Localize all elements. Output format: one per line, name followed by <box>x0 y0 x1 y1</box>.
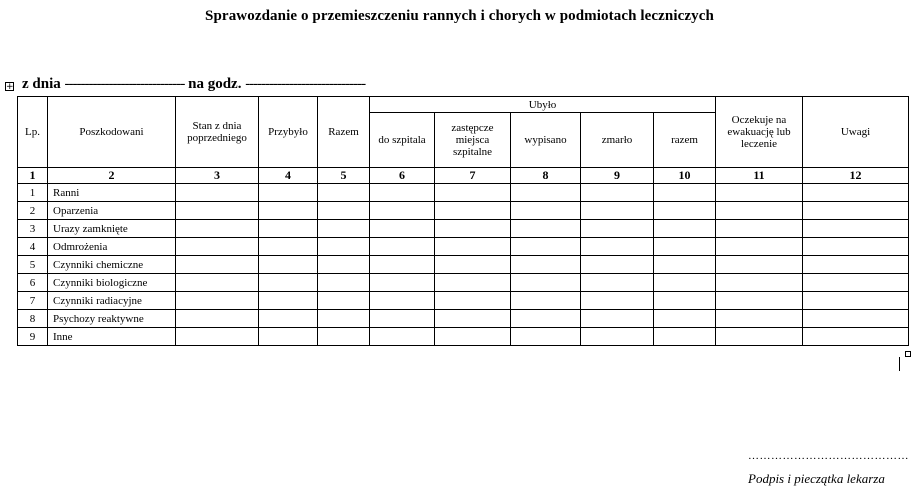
date-label: z dnia <box>22 76 61 92</box>
table-cell[interactable] <box>511 220 581 238</box>
table-cell[interactable] <box>511 292 581 310</box>
text-cursor <box>899 357 900 371</box>
table-cell[interactable] <box>435 184 511 202</box>
table-move-handle-icon[interactable]: + <box>6 82 14 92</box>
table-cell[interactable] <box>716 202 803 220</box>
column-number: 11 <box>716 168 803 184</box>
row-category: Czynniki biologiczne <box>48 274 176 292</box>
table-cell[interactable] <box>318 292 370 310</box>
table-cell[interactable] <box>581 184 654 202</box>
header-zmarlo: zmarło <box>581 113 654 168</box>
header-stan: Stan z dnia poprzedniego <box>176 97 259 168</box>
table-cell[interactable] <box>435 256 511 274</box>
header-razem-ubylo: razem <box>654 113 716 168</box>
table-cell[interactable] <box>176 310 259 328</box>
table-row <box>18 238 909 256</box>
row-number: 9 <box>18 328 48 346</box>
table-cell[interactable] <box>803 274 909 292</box>
table-cell[interactable] <box>318 328 370 346</box>
column-number: 7 <box>435 168 511 184</box>
table-cell[interactable] <box>716 274 803 292</box>
table-row <box>18 328 909 346</box>
table-row <box>18 202 909 220</box>
date-field[interactable]: ------------------------------ <box>64 76 185 92</box>
table-cell[interactable] <box>318 220 370 238</box>
table-cell[interactable] <box>581 328 654 346</box>
table-cell[interactable] <box>435 310 511 328</box>
table-row <box>18 292 909 310</box>
row-category: Czynniki chemiczne <box>48 256 176 274</box>
row-category: Urazy zamknięte <box>48 220 176 238</box>
document-title: Sprawozdanie o przemieszczeniu rannych i chorych w podmiotach leczniczych <box>205 8 714 24</box>
column-number-row <box>18 168 909 184</box>
row-category: Ranni <box>48 184 176 202</box>
table-cell[interactable] <box>259 274 318 292</box>
header-uwagi: Uwagi <box>803 97 909 168</box>
column-number: 12 <box>803 168 909 184</box>
table-cell[interactable] <box>176 202 259 220</box>
header-poszkodowani: Poszkodowani <box>48 97 176 168</box>
table-cell[interactable] <box>176 328 259 346</box>
table-cell[interactable] <box>803 184 909 202</box>
table-cell[interactable] <box>654 202 716 220</box>
table-cell[interactable] <box>370 328 435 346</box>
table-cell[interactable] <box>318 310 370 328</box>
table-cell[interactable] <box>370 220 435 238</box>
table-cell[interactable] <box>435 238 511 256</box>
table-cell[interactable] <box>716 238 803 256</box>
table-cell[interactable] <box>716 220 803 238</box>
table-cell[interactable] <box>176 292 259 310</box>
table-cell[interactable] <box>259 292 318 310</box>
table-cell[interactable] <box>581 256 654 274</box>
table-cell[interactable] <box>716 328 803 346</box>
table-row <box>18 184 909 202</box>
table-cell[interactable] <box>370 256 435 274</box>
row-category: Psychozy reaktywne <box>48 310 176 328</box>
table-cell[interactable] <box>435 202 511 220</box>
table-cell[interactable] <box>803 220 909 238</box>
header-do-szpitala: do szpitala <box>370 113 435 168</box>
table-cell[interactable] <box>370 274 435 292</box>
table-row <box>18 256 909 274</box>
table-cell[interactable] <box>581 220 654 238</box>
table-cell[interactable] <box>176 256 259 274</box>
table-cell[interactable] <box>654 256 716 274</box>
table-row <box>18 220 909 238</box>
table-cell[interactable] <box>435 274 511 292</box>
table-cell[interactable] <box>176 238 259 256</box>
time-field[interactable]: ------------------------------ <box>245 76 366 92</box>
table-cell[interactable] <box>716 310 803 328</box>
column-number: 3 <box>176 168 259 184</box>
column-number: 5 <box>318 168 370 184</box>
table-cell[interactable] <box>581 274 654 292</box>
table-cell[interactable] <box>259 256 318 274</box>
table-cell[interactable] <box>581 310 654 328</box>
table-row <box>18 310 909 328</box>
table-cell[interactable] <box>318 184 370 202</box>
table-cell[interactable] <box>716 184 803 202</box>
table-body <box>18 168 909 346</box>
table-cell[interactable] <box>511 184 581 202</box>
table-cell[interactable] <box>511 310 581 328</box>
row-category: Inne <box>48 328 176 346</box>
table-cell[interactable] <box>511 256 581 274</box>
table-cell[interactable] <box>803 310 909 328</box>
table-cell[interactable] <box>511 274 581 292</box>
signature-label: Podpis i pieczątka lekarza <box>748 471 885 486</box>
table-cell[interactable] <box>511 328 581 346</box>
row-number: 7 <box>18 292 48 310</box>
table-cell[interactable] <box>435 292 511 310</box>
table-cell[interactable] <box>370 184 435 202</box>
column-number: 4 <box>259 168 318 184</box>
table-resize-handle[interactable] <box>905 351 911 357</box>
table-cell[interactable] <box>318 238 370 256</box>
date-line <box>22 76 365 93</box>
column-number: 8 <box>511 168 581 184</box>
table-cell[interactable] <box>654 310 716 328</box>
row-number: 8 <box>18 310 48 328</box>
table-cell[interactable] <box>803 202 909 220</box>
table-cell[interactable] <box>716 292 803 310</box>
table-cell[interactable] <box>435 328 511 346</box>
row-number: 3 <box>18 220 48 238</box>
row-number: 2 <box>18 202 48 220</box>
header-lp: Lp. <box>18 97 48 168</box>
table-cell[interactable] <box>176 220 259 238</box>
column-number: 6 <box>370 168 435 184</box>
row-number: 5 <box>18 256 48 274</box>
header-wypisano: wypisano <box>511 113 581 168</box>
table-cell[interactable] <box>803 256 909 274</box>
table-cell[interactable] <box>511 238 581 256</box>
table-cell[interactable] <box>318 274 370 292</box>
table-cell[interactable] <box>654 292 716 310</box>
row-category: Czynniki radiacyjne <box>48 292 176 310</box>
table-cell[interactable] <box>654 184 716 202</box>
header-ubylo: Ubyło <box>370 97 716 113</box>
table-cell[interactable] <box>435 220 511 238</box>
table-cell[interactable] <box>370 238 435 256</box>
row-number: 4 <box>18 238 48 256</box>
table-cell[interactable] <box>318 256 370 274</box>
header-oczekuje: Oczekuje na ewakuację lub leczenie <box>716 97 803 168</box>
table-cell[interactable] <box>654 274 716 292</box>
table-cell[interactable] <box>803 328 909 346</box>
table-cell[interactable] <box>259 238 318 256</box>
table-cell[interactable] <box>803 292 909 310</box>
table-cell[interactable] <box>654 220 716 238</box>
table-cell[interactable] <box>370 292 435 310</box>
header-przybylo: Przybyło <box>259 97 318 168</box>
table-cell[interactable] <box>318 202 370 220</box>
table-cell[interactable] <box>176 274 259 292</box>
table-cell[interactable] <box>716 256 803 274</box>
time-label: na godz. <box>188 76 242 92</box>
header-razem: Razem <box>318 97 370 168</box>
table-cell[interactable] <box>370 310 435 328</box>
row-number: 1 <box>18 184 48 202</box>
table-cell[interactable] <box>654 328 716 346</box>
table-cell[interactable] <box>259 328 318 346</box>
column-number: 2 <box>48 168 176 184</box>
table-cell[interactable] <box>581 238 654 256</box>
row-category: Oparzenia <box>48 202 176 220</box>
table-cell[interactable] <box>654 238 716 256</box>
row-category: Odmrożenia <box>48 238 176 256</box>
column-number: 1 <box>18 168 48 184</box>
table-cell[interactable] <box>176 184 259 202</box>
report-table <box>17 96 909 346</box>
table-cell[interactable] <box>803 238 909 256</box>
column-number: 9 <box>581 168 654 184</box>
table-cell[interactable] <box>259 310 318 328</box>
signature-line: …………………………………… <box>748 450 909 462</box>
column-number: 10 <box>654 168 716 184</box>
row-number: 6 <box>18 274 48 292</box>
table-cell[interactable] <box>259 184 318 202</box>
table-row <box>18 274 909 292</box>
table-cell[interactable] <box>259 220 318 238</box>
table-cell[interactable] <box>581 202 654 220</box>
table-cell[interactable] <box>581 292 654 310</box>
header-zastepcze: zastępcze miejsca szpitalne <box>435 113 511 168</box>
table-cell[interactable] <box>370 202 435 220</box>
table-cell[interactable] <box>511 202 581 220</box>
table-cell[interactable] <box>259 202 318 220</box>
